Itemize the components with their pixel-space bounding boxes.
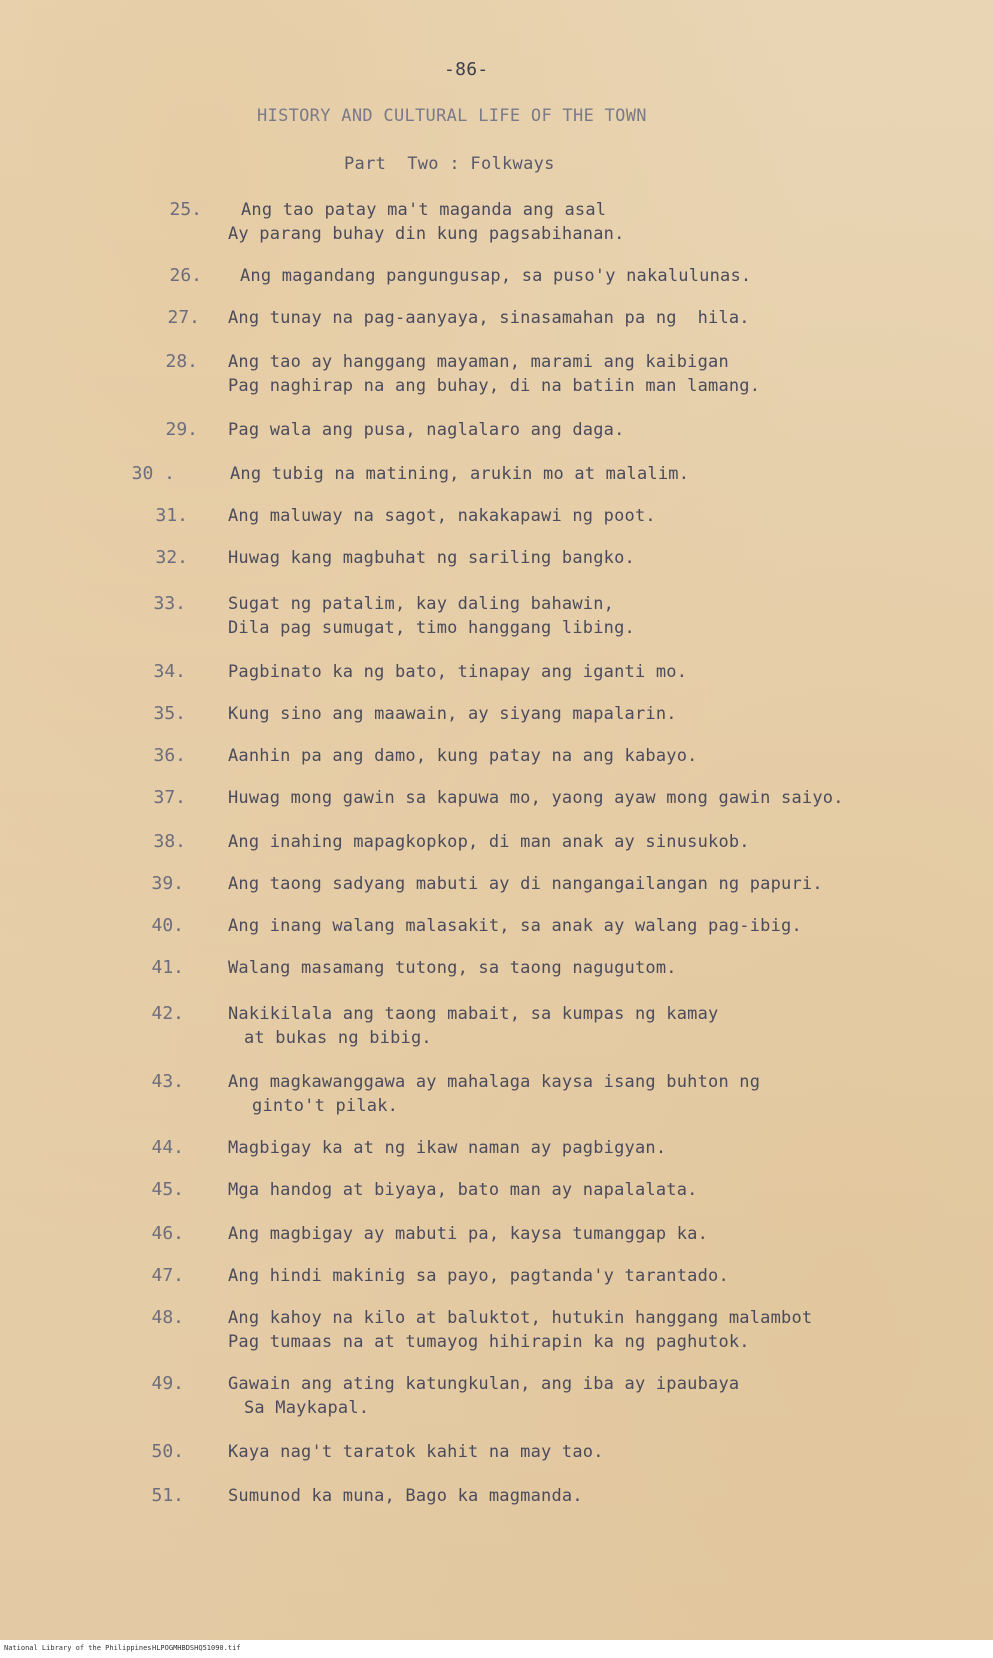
- proverb-text: Sugat ng patalim, kay daling bahawin,: [228, 594, 615, 614]
- proverb-number: 46.: [151, 1223, 184, 1244]
- proverb-text: Nakikilala ang taong mabait, sa kumpas ng kamay: [228, 1004, 719, 1024]
- footer-library: National Library of the Philippines: [4, 1644, 152, 1652]
- proverb-text-continuation: Pag tumaas na at tumayog hihirapin ka ng paghutok.: [228, 1332, 750, 1352]
- proverb-text: Magbigay ka at ng ikaw naman ay pagbigyan.: [228, 1138, 667, 1158]
- proverb-text-continuation: Ay parang buhay din kung pagsabihanan.: [228, 224, 625, 244]
- proverb-number: 39.: [151, 873, 184, 894]
- proverb-text: Walang masamang tutong, sa taong nagugutom.: [228, 958, 677, 978]
- proverb-number: 49.: [151, 1373, 184, 1394]
- footer-file-id: HLPOGMHBDSHQ51090.tif: [152, 1644, 241, 1652]
- proverb-text: Ang inahing mapagkopkop, di man anak ay sinusukob.: [228, 832, 750, 852]
- proverb-text: Gawain ang ating katungkulan, ang iba ay ipaubaya: [228, 1374, 740, 1394]
- document-title: HISTORY AND CULTURAL LIFE OF THE TOWN: [257, 106, 647, 126]
- proverb-number: 33.: [153, 593, 186, 614]
- proverb-text-continuation: at bukas ng bibig.: [244, 1028, 432, 1048]
- proverb-number: 28.: [165, 351, 198, 372]
- proverb-text: Ang hindi makinig sa payo, pagtanda'y tarantado.: [228, 1266, 729, 1286]
- proverb-text: Ang tubig na matining, arukin mo at malalim.: [230, 464, 690, 484]
- proverb-text: Ang tao patay ma't maganda ang asal: [241, 200, 607, 220]
- proverb-number: 47.: [151, 1265, 184, 1286]
- page-number: -86-: [444, 59, 489, 80]
- proverb-number: 26.: [169, 265, 202, 286]
- proverb-number: 45.: [151, 1179, 184, 1200]
- proverb-number: 44.: [151, 1137, 184, 1158]
- proverb-text: Ang inang walang malasakit, sa anak ay walang pag-ibig.: [228, 916, 802, 936]
- proverb-text: Aanhin pa ang damo, kung patay na ang kabayo.: [228, 746, 698, 766]
- proverb-number: 37.: [153, 787, 186, 808]
- proverb-number: 41.: [151, 957, 184, 978]
- proverb-number: 27.: [167, 307, 200, 328]
- proverb-text-continuation: ginto't pilak.: [252, 1096, 399, 1116]
- proverb-text: Ang taong sadyang mabuti ay di nangangailangan ng papuri.: [228, 874, 823, 894]
- proverb-text: Ang kahoy na kilo at baluktot, hutukin hanggang malambot: [228, 1308, 813, 1328]
- proverb-number: 30 .: [131, 463, 175, 484]
- proverb-number: 35.: [153, 703, 186, 724]
- proverb-text: Kung sino ang maawain, ay siyang mapalarin.: [228, 704, 677, 724]
- proverb-text-continuation: Dila pag sumugat, timo hanggang libing.: [228, 618, 635, 638]
- proverb-number: 38.: [153, 831, 186, 852]
- proverb-number: 32.: [155, 547, 188, 568]
- proverb-number: 51.: [151, 1485, 184, 1506]
- proverb-text: Ang tao ay hanggang mayaman, marami ang kaibigan: [228, 352, 729, 372]
- proverb-text: Kaya nag't taratok kahit na may tao.: [228, 1442, 604, 1462]
- proverb-text: Ang maluway na sagot, nakakapawi ng poot.: [228, 506, 656, 526]
- proverb-number: 42.: [151, 1003, 184, 1024]
- proverb-number: 50.: [151, 1441, 184, 1462]
- proverb-number: 48.: [151, 1307, 184, 1328]
- proverb-number: 31.: [155, 505, 188, 526]
- proverb-text: Ang magkawanggawa ay mahalaga kaysa isang buhton ng: [228, 1072, 761, 1092]
- proverb-text: Pagbinato ka ng bato, tinapay ang iganti mo.: [228, 662, 688, 682]
- proverb-number: 25.: [169, 199, 202, 220]
- proverb-number: 29.: [165, 419, 198, 440]
- proverb-text: Ang tunay na pag-aanyaya, sinasamahan pa ng hila.: [228, 308, 750, 328]
- proverb-number: 43.: [151, 1071, 184, 1092]
- document-subtitle: Part Two : Folkways: [344, 154, 555, 174]
- proverb-text: Huwag kang magbuhat ng sariling bangko.: [228, 548, 635, 568]
- proverb-number: 34.: [153, 661, 186, 682]
- proverb-text: Mga handog at biyaya, bato man ay napalalata.: [228, 1180, 698, 1200]
- proverb-text: Huwag mong gawin sa kapuwa mo, yaong ayaw mong gawin saiyo.: [228, 788, 844, 808]
- proverb-text: Ang magbigay ay mabuti pa, kaysa tumanggap ka.: [228, 1224, 709, 1244]
- proverb-text-continuation: Sa Maykapal.: [244, 1398, 370, 1418]
- proverb-text: Pag wala ang pusa, naglalaro ang daga.: [228, 420, 625, 440]
- proverb-text-continuation: Pag naghirap na ang buhay, di na batiin man lamang.: [228, 376, 761, 396]
- proverb-text: Ang magandang pangungusap, sa puso'y nakalulunas.: [240, 266, 752, 286]
- proverb-number: 36.: [153, 745, 186, 766]
- proverb-number: 40.: [151, 915, 184, 936]
- proverb-text: Sumunod ka muna, Bago ka magmanda.: [228, 1486, 583, 1506]
